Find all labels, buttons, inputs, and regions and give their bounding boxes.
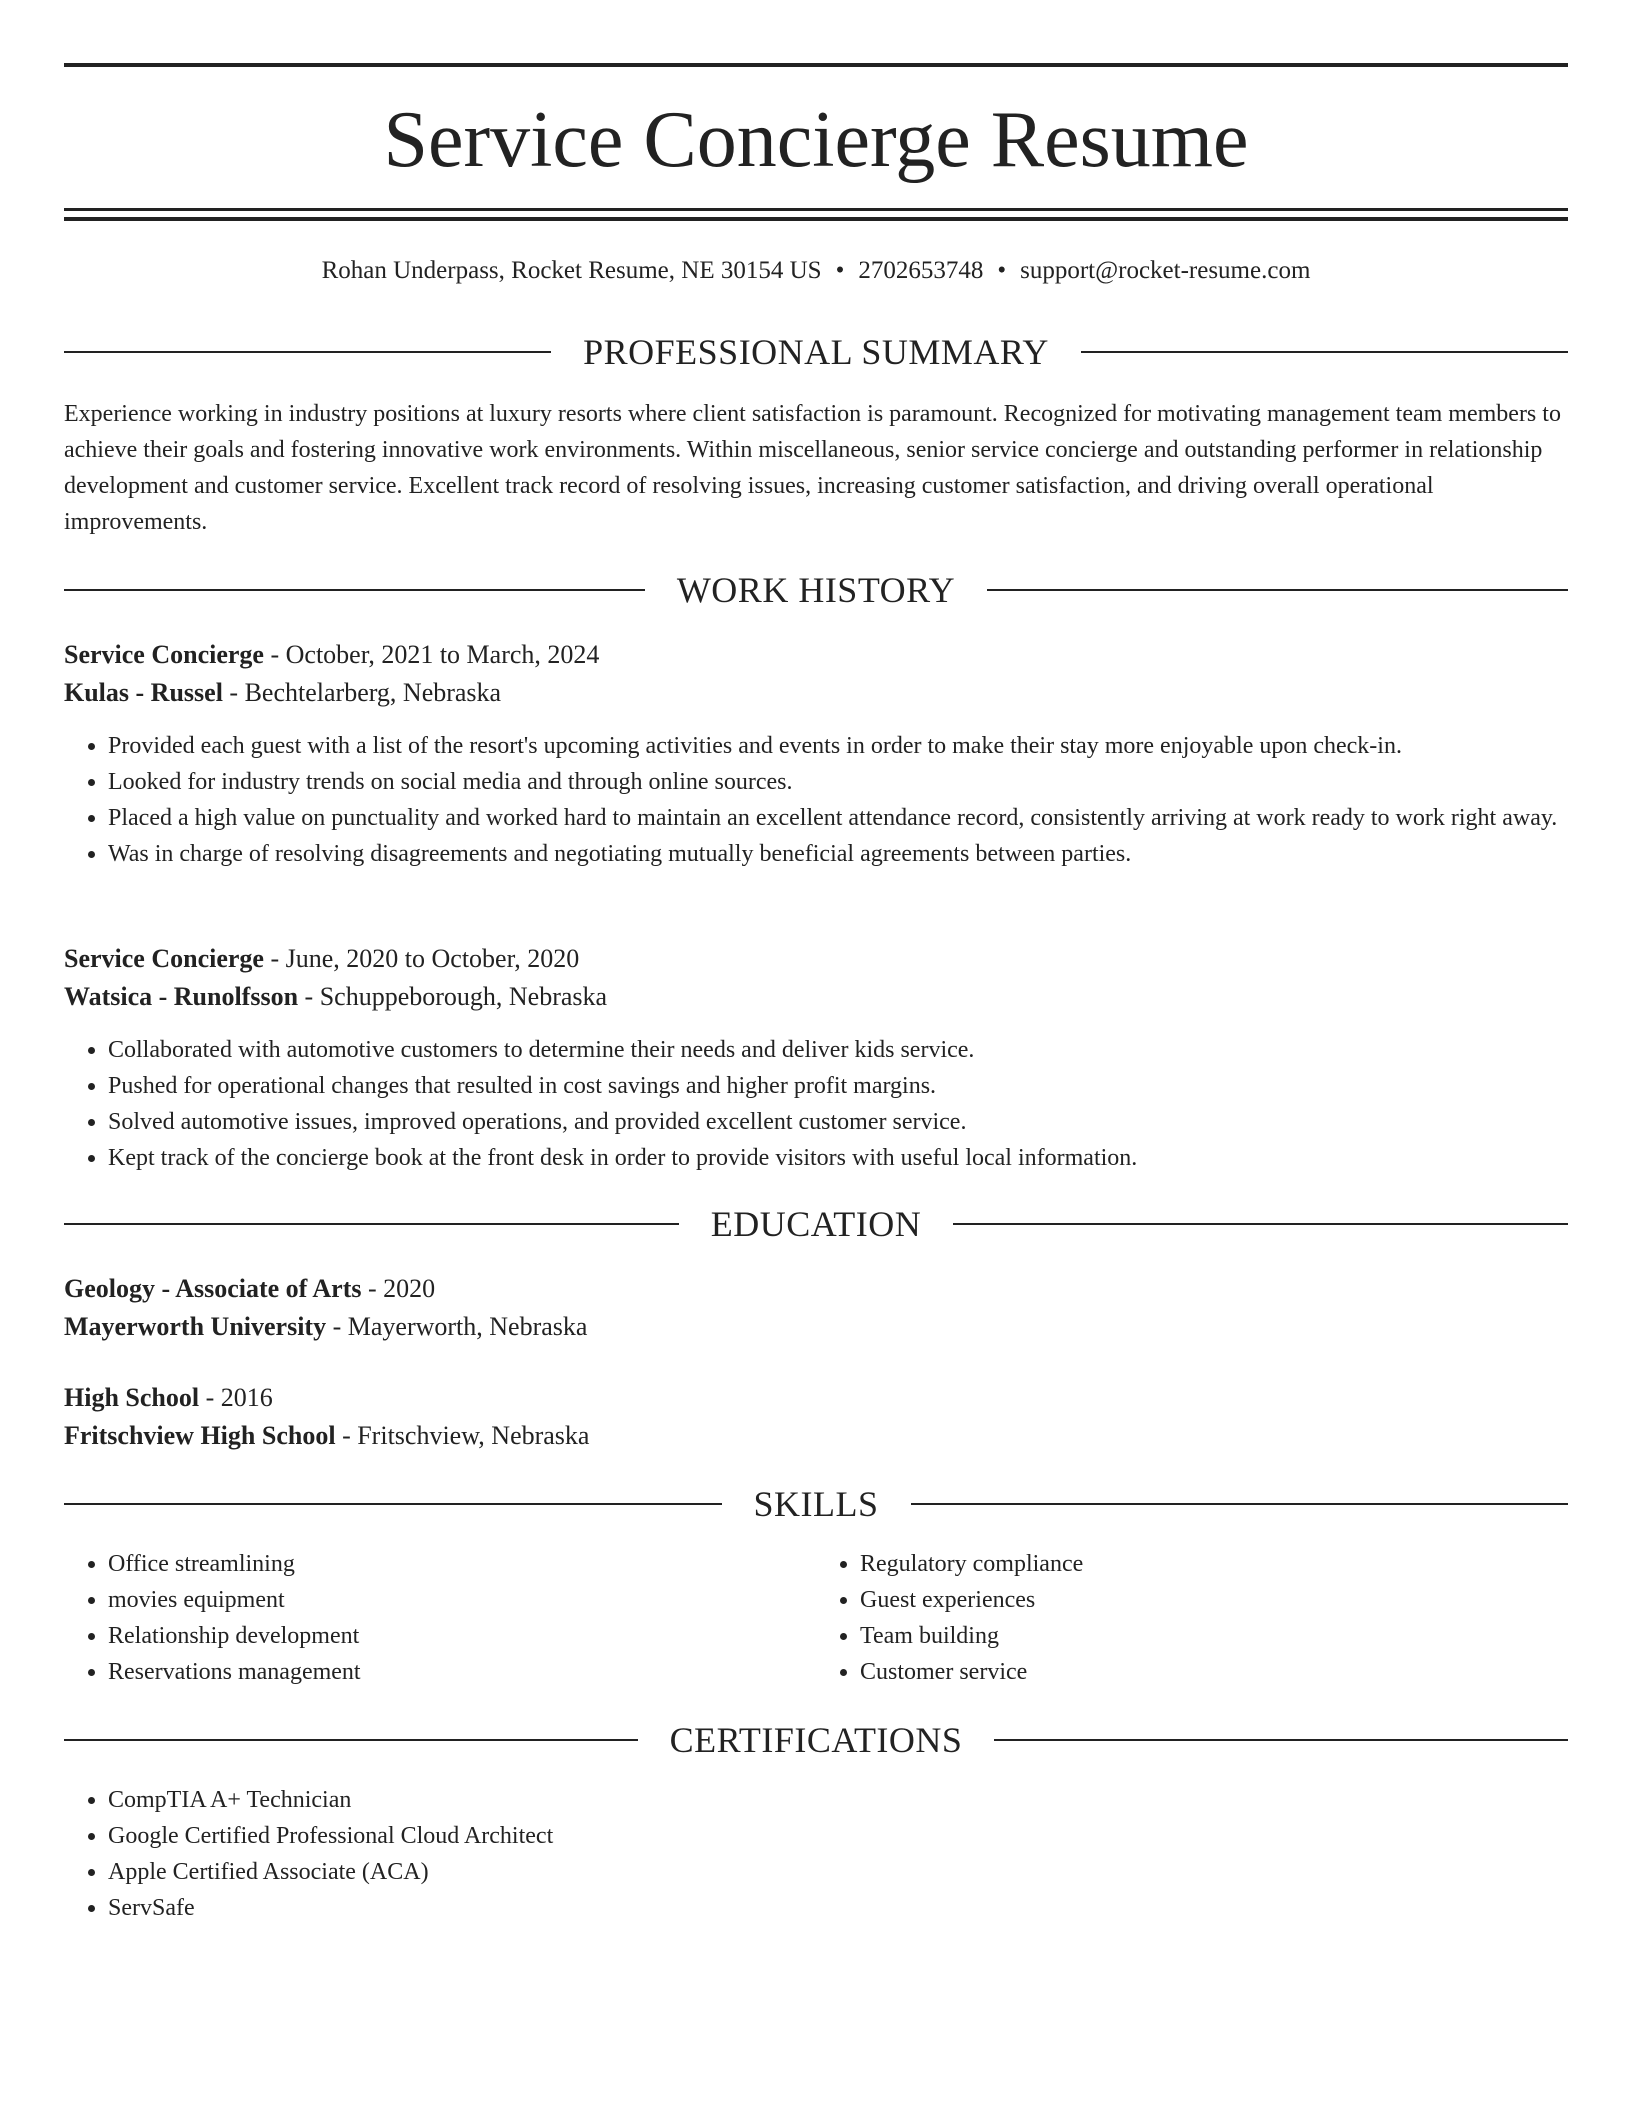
education-location: - Fritschview, Nebraska <box>335 1421 590 1450</box>
list-item: • Relationship development <box>108 1618 816 1654</box>
summary-block <box>64 396 1568 540</box>
section-heading-certifications <box>64 1718 1568 1762</box>
education-school-line <box>64 1417 1568 1455</box>
section-heading-skills <box>64 1482 1568 1526</box>
job-bullets <box>64 728 1568 872</box>
list-item: • CompTIA A+ Technician <box>108 1782 1568 1818</box>
section-heading-label: EDUCATION <box>710 1204 922 1244</box>
certifications-list <box>64 1782 1568 1926</box>
contact-separator: • <box>835 257 845 284</box>
education-school: Fritschview High School <box>64 1421 336 1450</box>
section-heading-work-history <box>64 568 1568 612</box>
education-year: - 2020 <box>361 1274 436 1303</box>
skills-list <box>64 1546 1568 1690</box>
section-heading-label: CERTIFICATIONS <box>669 1720 963 1760</box>
job-title: Service Concierge <box>64 944 264 973</box>
list-item: • Apple Certified Associate (ACA) <box>108 1854 1568 1890</box>
job-dates: - October, 2021 to March, 2024 <box>263 640 600 669</box>
job-location: - Schuppeborough, Nebraska <box>298 982 608 1011</box>
skills-column-left <box>64 1546 816 1690</box>
contact-email: support@rocket-resume.com <box>1020 257 1311 284</box>
education-degree: Geology - Associate of Arts <box>64 1274 362 1303</box>
list-item: • Regulatory compliance <box>860 1546 1568 1582</box>
job-title-line <box>64 940 1568 978</box>
list-item: • Provided each guest with a list of the resort's upcoming activities and events in order to make their stay more enjoyable upon check-in. <box>108 728 1568 764</box>
job-employer: Watsica - Runolfsson <box>64 982 299 1011</box>
certifications-bullets <box>64 1782 1568 1926</box>
education-entry <box>64 1270 1568 1346</box>
heading-rule-right <box>1081 351 1568 353</box>
job-location: - Bechtelarberg, Nebraska <box>222 678 502 707</box>
contact-address: Rohan Underpass, Rocket Resume, NE 30154 US <box>321 257 822 284</box>
list-item: • Placed a high value on punctuality and worked hard to maintain an excellent attendance record, consistently arriving at work ready to work right away. <box>108 800 1568 836</box>
job-employer-line <box>64 674 1568 712</box>
job-entry <box>64 636 1568 872</box>
skills-column-right <box>816 1546 1568 1690</box>
section-heading-label: PROFESSIONAL SUMMARY <box>583 332 1049 372</box>
education-school: Mayerworth University <box>64 1312 327 1341</box>
list-item: • Collaborated with automotive customers to determine their needs and deliver kids service. <box>108 1032 1568 1068</box>
heading-rule-right <box>953 1223 1568 1225</box>
list-item: • Reservations management <box>108 1654 816 1690</box>
education-degree-line <box>64 1379 1568 1417</box>
list-item: • movies equipment <box>108 1582 816 1618</box>
list-item: • Customer service <box>860 1654 1568 1690</box>
education-degree-line <box>64 1270 1568 1308</box>
job-title-line <box>64 636 1568 674</box>
job-employer-line <box>64 978 1568 1016</box>
list-item: • Kept track of the concierge book at the front desk in order to provide visitors with useful local information. <box>108 1140 1568 1176</box>
list-item: • Office streamlining <box>108 1546 816 1582</box>
heading-rule-right <box>987 589 1568 591</box>
resume-title: Service Concierge Resume <box>383 96 1249 184</box>
job-dates: - June, 2020 to October, 2020 <box>263 944 580 973</box>
list-item: • Team building <box>860 1618 1568 1654</box>
heading-rule-right <box>994 1739 1568 1741</box>
list-item: • Solved automotive issues, improved operations, and provided excellent customer service. <box>108 1104 1568 1140</box>
summary-text: Experience working in industry positions at luxury resorts where client satisfaction is paramount. Recognized for motivating management team members to achieve their goals and fostering innovative work environments. Within miscellaneous, senior service concierge and outstanding performer in relationship development and customer service. Excellent track record of resolving issues, increasing customer satisfaction, and driving overall operational improvements. <box>64 401 1561 535</box>
section-heading-label: SKILLS <box>753 1484 879 1524</box>
header-double-rule <box>64 208 1568 221</box>
contact-phone: 2702653748 <box>858 257 984 284</box>
section-heading-summary <box>64 330 1568 374</box>
heading-rule-right <box>911 1503 1569 1505</box>
heading-rule-left <box>64 589 645 591</box>
header-top-rule <box>64 63 1568 67</box>
heading-rule-left <box>64 351 551 353</box>
heading-rule-left <box>64 1503 722 1505</box>
education-location: - Mayerworth, Nebraska <box>326 1312 588 1341</box>
job-title: Service Concierge <box>64 640 264 669</box>
education-school-line <box>64 1308 1568 1346</box>
heading-rule-left <box>64 1223 679 1225</box>
list-item: • Looked for industry trends on social media and through online sources. <box>108 764 1568 800</box>
job-bullets <box>64 1032 1568 1176</box>
list-item: • Google Certified Professional Cloud Architect <box>108 1818 1568 1854</box>
heading-rule-left <box>64 1739 638 1741</box>
list-item: • ServSafe <box>108 1890 1568 1926</box>
education-year: - 2016 <box>199 1383 273 1412</box>
list-item: • Pushed for operational changes that resulted in cost savings and higher profit margins. <box>108 1068 1568 1104</box>
education-degree: High School <box>64 1383 200 1412</box>
job-entry <box>64 940 1568 1176</box>
contact-separator: • <box>997 257 1007 284</box>
education-entry <box>64 1379 1568 1455</box>
section-heading-education <box>64 1202 1568 1246</box>
list-item: • Was in charge of resolving disagreements and negotiating mutually beneficial agreements between parties. <box>108 836 1568 872</box>
contact-line <box>64 254 1568 288</box>
job-employer: Kulas - Russel <box>64 678 223 707</box>
section-heading-label: WORK HISTORY <box>676 570 956 610</box>
list-item: • Guest experiences <box>860 1582 1568 1618</box>
